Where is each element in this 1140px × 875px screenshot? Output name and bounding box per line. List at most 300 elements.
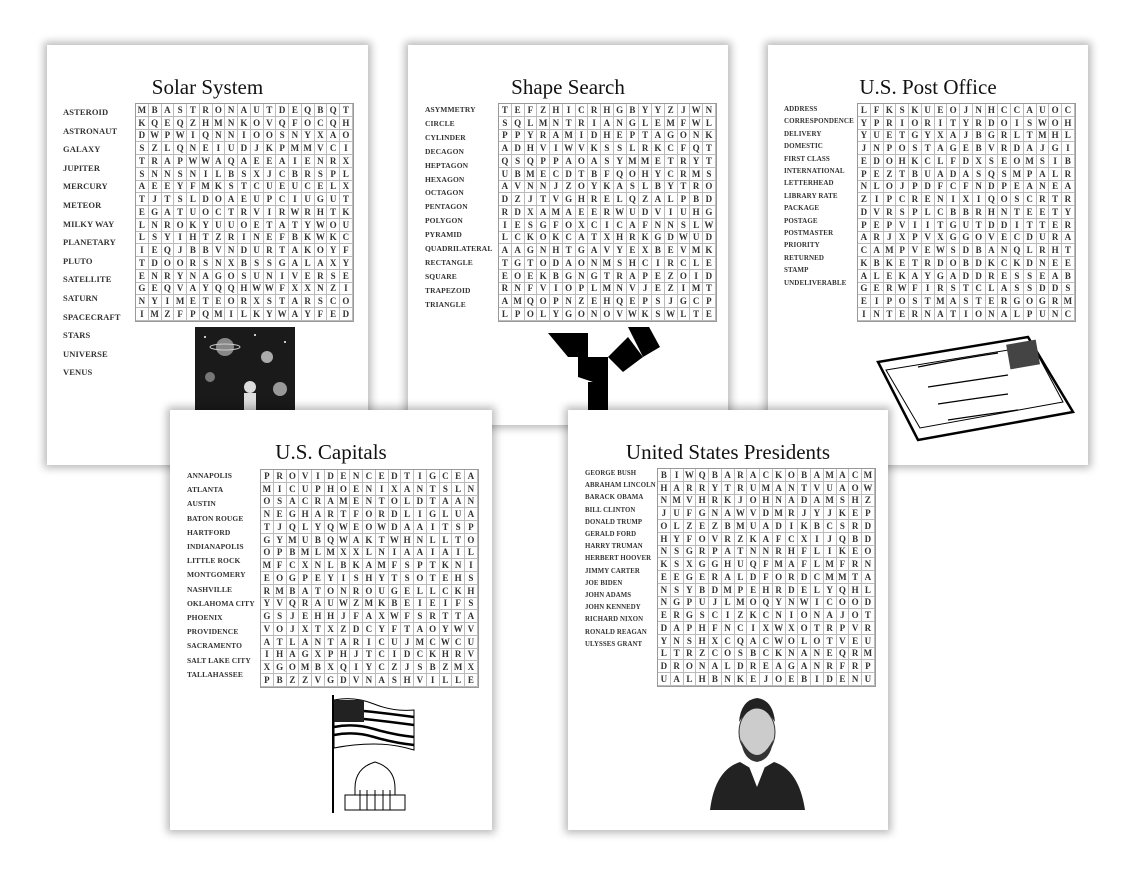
grid-cell: H	[601, 104, 614, 117]
grid-cell: I	[671, 469, 684, 482]
grid-cell: L	[811, 546, 824, 559]
grid-cell: N	[312, 636, 325, 649]
grid-cell: E	[837, 673, 850, 686]
grid-cell: N	[658, 584, 671, 597]
grid-cell: H	[760, 584, 773, 597]
grid-cell: O	[251, 130, 264, 143]
grid-cell: S	[452, 521, 465, 534]
grid-cell: D	[973, 270, 986, 283]
grid-cell: X	[325, 661, 338, 674]
grid-cell: G	[909, 130, 922, 143]
grid-cell: O	[998, 117, 1011, 130]
grid-cell: I	[811, 673, 824, 686]
grid-cell: I	[427, 547, 440, 560]
grid-cell: H	[658, 482, 671, 495]
grid-cell: I	[678, 283, 691, 296]
grid-cell: A	[786, 495, 799, 508]
grid-cell: T	[1049, 206, 1062, 219]
grid-cell: Y	[174, 270, 187, 283]
grid-cell: E	[849, 635, 862, 648]
grid-cell: K	[363, 534, 376, 547]
grid-cell: P	[414, 559, 427, 572]
puzzle-title: Solar System	[151, 75, 264, 99]
grid-cell: R	[678, 155, 691, 168]
grid-cell: P	[909, 232, 922, 245]
grid-cell: N	[576, 270, 589, 283]
grid-cell: L	[440, 534, 453, 547]
grid-cell: B	[709, 673, 722, 686]
grid-cell: I	[722, 609, 735, 622]
grid-cell: A	[225, 193, 238, 206]
grid-cell: Q	[747, 558, 760, 571]
grid-cell: H	[1049, 130, 1062, 143]
grid-cell: R	[274, 470, 287, 483]
grid-cell: U	[389, 636, 402, 649]
grid-cell: X	[251, 168, 264, 181]
grid-cell: B	[652, 244, 665, 257]
grid-cell: O	[274, 623, 287, 636]
grid-cell: G	[315, 193, 328, 206]
word-list-item: DELIVERY	[784, 129, 822, 138]
grid-cell: T	[849, 571, 862, 584]
grid-cell: L	[588, 283, 601, 296]
grid-cell: R	[299, 598, 312, 611]
grid-cell: A	[312, 598, 325, 611]
word-list-item: TALLAHASSEE	[187, 669, 243, 679]
grid-cell: Q	[837, 648, 850, 661]
grid-cell: A	[315, 257, 328, 270]
grid-cell: S	[909, 295, 922, 308]
grid-cell: D	[986, 219, 999, 232]
word-list-item: PLUTO	[63, 255, 93, 266]
grid-cell: T	[896, 168, 909, 181]
grid-cell: O	[884, 155, 897, 168]
grid-cell: E	[238, 193, 251, 206]
grid-cell: N	[363, 483, 376, 496]
grid-cell: A	[325, 496, 338, 509]
grid-cell: Q	[627, 193, 640, 206]
grid-cell: Y	[302, 308, 315, 321]
grid-cell: A	[947, 295, 960, 308]
grid-cell: D	[798, 571, 811, 584]
grid-cell: V	[261, 623, 274, 636]
grid-cell: U	[678, 206, 691, 219]
word-list-item: ANNAPOLIS	[187, 471, 233, 480]
grid-cell: A	[811, 495, 824, 508]
envelope-letters-icon	[858, 332, 1083, 442]
grid-cell: R	[315, 270, 328, 283]
grid-cell: L	[858, 104, 871, 117]
word-list-item: BARACK OBAMA	[585, 494, 644, 502]
word-list-item: BILL CLINTON	[585, 506, 636, 514]
grid-cell: Q	[287, 521, 300, 534]
grid-cell: R	[935, 283, 948, 296]
grid-cell: O	[773, 673, 786, 686]
grid-cell: A	[858, 270, 871, 283]
grid-cell: Y	[922, 130, 935, 143]
grid-cell: Z	[213, 232, 226, 245]
letter-grid	[657, 468, 876, 687]
grid-cell: A	[162, 104, 175, 117]
grid-cell: B	[871, 257, 884, 270]
grid-cell: H	[639, 168, 652, 181]
grid-cell: S	[465, 598, 478, 611]
grid-cell: G	[684, 609, 697, 622]
grid-cell: S	[136, 168, 149, 181]
grid-cell: S	[1037, 155, 1050, 168]
grid-cell: N	[525, 181, 538, 194]
grid-cell: R	[162, 219, 175, 232]
grid-cell: W	[773, 635, 786, 648]
grid-cell: I	[340, 283, 353, 296]
grid-cell: V	[986, 142, 999, 155]
grid-cell: R	[998, 130, 1011, 143]
grid-cell: N	[658, 597, 671, 610]
grid-cell: O	[658, 520, 671, 533]
grid-cell: O	[213, 104, 226, 117]
grid-cell: T	[340, 104, 353, 117]
grid-cell: F	[276, 232, 289, 245]
grid-cell: Y	[363, 661, 376, 674]
grid-cell: P	[325, 649, 338, 662]
grid-cell: O	[973, 308, 986, 321]
word-list-item: PROVIDENCE	[187, 627, 239, 637]
grid-cell: F	[389, 559, 402, 572]
grid-cell: C	[1011, 104, 1024, 117]
grid-cell: T	[947, 308, 960, 321]
grid-cell: Y	[340, 257, 353, 270]
word-list-item: ATLANTA	[187, 485, 224, 495]
grid-cell: A	[935, 168, 948, 181]
grid-cell: Q	[499, 155, 512, 168]
grid-cell: B	[722, 520, 735, 533]
grid-cell: A	[1024, 104, 1037, 117]
grid-cell: P	[684, 597, 697, 610]
grid-cell: D	[389, 470, 402, 483]
grid-cell: R	[862, 622, 875, 635]
grid-cell: A	[299, 585, 312, 598]
grid-cell: S	[671, 558, 684, 571]
word-list-item: SACRAMENTO	[187, 641, 243, 651]
grid-cell: K	[550, 232, 563, 245]
grid-cell: R	[909, 193, 922, 206]
grid-cell: W	[315, 219, 328, 232]
grid-cell: J	[639, 283, 652, 296]
grid-cell: I	[747, 622, 760, 635]
grid-cell: G	[665, 130, 678, 143]
grid-cell: D	[858, 206, 871, 219]
grid-cell: I	[276, 270, 289, 283]
grid-cell: M	[824, 571, 837, 584]
grid-cell: O	[537, 257, 550, 270]
grid-cell: D	[922, 181, 935, 194]
grid-cell: A	[563, 155, 576, 168]
grid-cell: N	[312, 559, 325, 572]
grid-cell: E	[935, 104, 948, 117]
grid-cell: N	[363, 674, 376, 687]
grid-cell: W	[665, 308, 678, 321]
grid-cell: A	[363, 610, 376, 623]
grid-cell: M	[1011, 168, 1024, 181]
grid-cell: S	[401, 572, 414, 585]
grid-cell: J	[960, 130, 973, 143]
grid-cell: T	[289, 219, 302, 232]
grid-cell: U	[299, 483, 312, 496]
grid-cell: G	[563, 308, 576, 321]
grid-cell: B	[274, 674, 287, 687]
grid-cell: O	[896, 142, 909, 155]
grid-cell: I	[338, 572, 351, 585]
grid-cell: J	[149, 193, 162, 206]
grid-cell: C	[639, 257, 652, 270]
grid-cell: D	[735, 660, 748, 673]
grid-cell: V	[213, 244, 226, 257]
grid-cell: T	[1011, 206, 1024, 219]
grid-cell: N	[261, 508, 274, 521]
grid-cell: U	[452, 508, 465, 521]
grid-cell: N	[537, 181, 550, 194]
word-list	[425, 103, 492, 312]
grid-cell: T	[452, 610, 465, 623]
grid-cell: S	[671, 584, 684, 597]
grid-cell: E	[960, 142, 973, 155]
grid-cell: G	[947, 232, 960, 245]
grid-cell: B	[709, 469, 722, 482]
grid-cell: A	[747, 635, 760, 648]
grid-cell: W	[614, 206, 627, 219]
grid-cell: R	[238, 206, 251, 219]
grid-cell: E	[871, 283, 884, 296]
grid-cell: X	[261, 661, 274, 674]
grid-cell: Z	[187, 117, 200, 130]
grid-cell: R	[735, 469, 748, 482]
grid-cell: I	[452, 547, 465, 560]
puzzle-title: U.S. Post Office	[859, 75, 997, 99]
grid-cell: R	[709, 571, 722, 584]
grid-cell: Q	[225, 155, 238, 168]
grid-cell: J	[665, 295, 678, 308]
grid-cell: T	[376, 496, 389, 509]
grid-cell: G	[537, 219, 550, 232]
grid-cell: K	[264, 142, 277, 155]
grid-cell: Y	[312, 521, 325, 534]
grid-cell: S	[440, 483, 453, 496]
grid-cell: R	[1037, 244, 1050, 257]
grid-cell: Z	[665, 104, 678, 117]
grid-cell: K	[238, 117, 251, 130]
grid-cell: S	[264, 295, 277, 308]
grid-cell: L	[871, 270, 884, 283]
grid-cell: H	[325, 610, 338, 623]
grid-cell: Q	[690, 142, 703, 155]
grid-cell: Z	[338, 623, 351, 636]
grid-cell: H	[658, 533, 671, 546]
grid-cell: M	[639, 155, 652, 168]
grid-cell: A	[238, 104, 251, 117]
grid-cell: D	[1024, 232, 1037, 245]
grid-cell: U	[824, 482, 837, 495]
grid-cell: P	[858, 168, 871, 181]
grid-cell: A	[512, 244, 525, 257]
word-list-item: ULYSSES GRANT	[585, 640, 643, 648]
grid-cell: O	[862, 546, 875, 559]
word-list-item: VENUS	[63, 367, 93, 378]
grid-cell: S	[947, 244, 960, 257]
grid-cell: O	[1011, 155, 1024, 168]
grid-cell: I	[960, 308, 973, 321]
grid-cell: V	[537, 283, 550, 296]
grid-cell: P	[884, 142, 897, 155]
grid-cell: D	[658, 622, 671, 635]
grid-cell: O	[264, 130, 277, 143]
grid-cell: X	[302, 283, 315, 296]
grid-cell: J	[338, 610, 351, 623]
word-list-item: BATON ROUGE	[187, 513, 244, 523]
grid-cell: Q	[525, 155, 538, 168]
grid-cell: S	[225, 181, 238, 194]
grid-cell: I	[414, 598, 427, 611]
grid-cell: G	[588, 270, 601, 283]
grid-cell: S	[174, 193, 187, 206]
grid-cell: H	[722, 558, 735, 571]
grid-cell: R	[376, 508, 389, 521]
grid-cell: R	[922, 257, 935, 270]
grid-cell: G	[525, 244, 538, 257]
grid-cell: R	[871, 232, 884, 245]
grid-cell: O	[849, 609, 862, 622]
grid-cell: M	[325, 547, 338, 560]
grid-cell: W	[149, 130, 162, 143]
grid-cell: Y	[658, 635, 671, 648]
grid-cell: A	[998, 283, 1011, 296]
grid-cell: S	[909, 142, 922, 155]
grid-cell: E	[1062, 257, 1075, 270]
grid-cell: E	[884, 130, 897, 143]
grid-cell: U	[1037, 308, 1050, 321]
grid-cell: S	[1062, 283, 1075, 296]
grid-cell: L	[187, 193, 200, 206]
grid-cell: C	[276, 168, 289, 181]
grid-cell: K	[773, 648, 786, 661]
grid-cell: N	[289, 130, 302, 143]
grid-cell: E	[315, 181, 328, 194]
grid-cell: G	[858, 283, 871, 296]
grid-cell: A	[747, 469, 760, 482]
grid-cell: T	[312, 585, 325, 598]
grid-cell: C	[550, 168, 563, 181]
grid-cell: R	[238, 295, 251, 308]
grid-cell: T	[225, 206, 238, 219]
grid-cell: Q	[735, 635, 748, 648]
grid-cell: R	[998, 142, 1011, 155]
grid-cell: X	[251, 295, 264, 308]
grid-cell: E	[652, 155, 665, 168]
grid-cell: T	[440, 610, 453, 623]
grid-cell: N	[136, 295, 149, 308]
grid-cell: M	[213, 308, 226, 321]
grid-cell: E	[696, 520, 709, 533]
grid-cell: M	[690, 283, 703, 296]
grid-cell: R	[1037, 193, 1050, 206]
grid-cell: O	[747, 495, 760, 508]
grid-cell: M	[837, 571, 850, 584]
grid-cell: G	[563, 270, 576, 283]
grid-cell: L	[136, 232, 149, 245]
grid-cell: S	[1011, 270, 1024, 283]
grid-cell: R	[614, 270, 627, 283]
grid-cell: N	[149, 270, 162, 283]
grid-cell: U	[340, 219, 353, 232]
grid-cell: N	[213, 257, 226, 270]
grid-cell: R	[225, 232, 238, 245]
grid-cell: J	[960, 104, 973, 117]
grid-cell: Z	[327, 283, 340, 296]
grid-cell: N	[709, 507, 722, 520]
grid-cell: A	[576, 232, 589, 245]
grid-cell: S	[315, 295, 328, 308]
grid-cell: A	[947, 270, 960, 283]
grid-cell: Y	[671, 533, 684, 546]
grid-cell: F	[401, 610, 414, 623]
grid-cell: B	[960, 206, 973, 219]
grid-cell: L	[238, 308, 251, 321]
grid-cell: J	[709, 597, 722, 610]
grid-cell: C	[340, 232, 353, 245]
grid-cell: E	[986, 295, 999, 308]
grid-cell: J	[287, 623, 300, 636]
grid-cell: L	[1011, 130, 1024, 143]
grid-cell: P	[537, 155, 550, 168]
grid-cell: M	[1037, 130, 1050, 143]
grid-cell: S	[684, 635, 697, 648]
grid-cell: K	[452, 585, 465, 598]
word-list-item: PACKAGE	[784, 204, 820, 213]
grid-cell: Q	[614, 295, 627, 308]
grid-cell: I	[238, 130, 251, 143]
word-list-item: SALT LAKE CITY	[187, 655, 251, 665]
grid-cell: L	[614, 193, 627, 206]
grid-cell: K	[537, 270, 550, 283]
grid-cell: S	[614, 142, 627, 155]
grid-cell: J	[287, 610, 300, 623]
grid-cell: X	[289, 283, 302, 296]
grid-cell: X	[601, 232, 614, 245]
grid-cell: V	[652, 206, 665, 219]
grid-cell: S	[274, 610, 287, 623]
grid-cell: N	[465, 496, 478, 509]
grid-cell: X	[340, 181, 353, 194]
grid-cell: X	[935, 130, 948, 143]
grid-cell: A	[652, 130, 665, 143]
word-list-item: SQUARE	[425, 271, 457, 281]
grid-cell: K	[652, 142, 665, 155]
grid-cell: P	[639, 270, 652, 283]
word-list-item: MERCURY	[63, 181, 108, 192]
grid-cell: A	[499, 181, 512, 194]
grid-cell: I	[389, 547, 402, 560]
grid-cell: E	[652, 270, 665, 283]
grid-cell: E	[922, 193, 935, 206]
grid-cell: R	[773, 584, 786, 597]
grid-cell: L	[871, 181, 884, 194]
word-list-item: TRAPEZOID	[425, 285, 471, 295]
grid-cell: U	[325, 598, 338, 611]
grid-cell: B	[811, 520, 824, 533]
grid-cell: R	[325, 508, 338, 521]
grid-cell: N	[690, 130, 703, 143]
grid-cell: Z	[696, 648, 709, 661]
grid-cell: V	[576, 142, 589, 155]
